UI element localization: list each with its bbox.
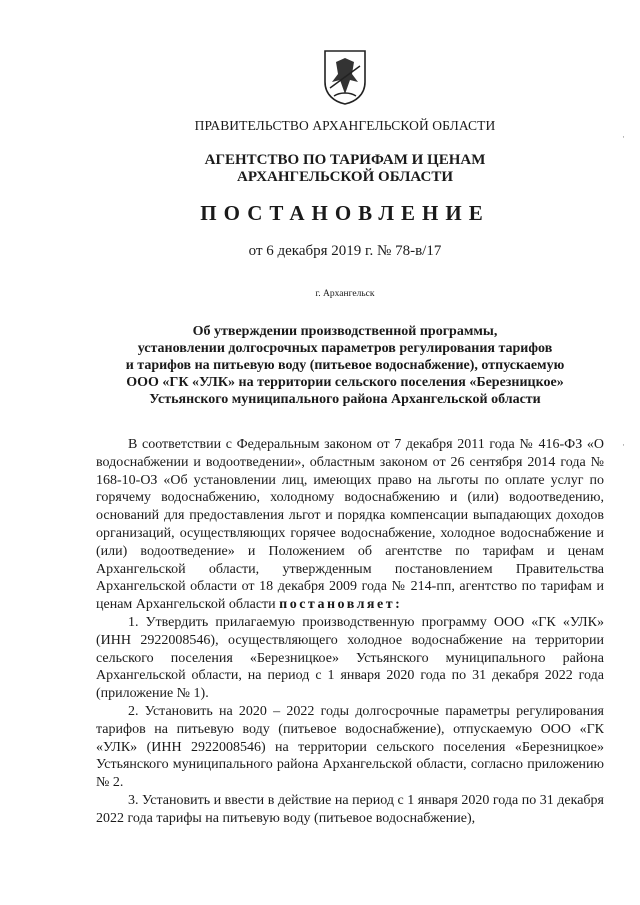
margin-mark: ·: [622, 132, 625, 142]
preamble-text: В соответствии с Федеральным законом от 7 декабря 2011 года № 416-ФЗ «О водоснабжении и водоотведении», областным законом от 26 сентября 2014 года № 168-10-ОЗ «Об установлении лиц, имеющих право на льготы по оплате услуг по горячему водоснабжению, холодному водоснабжению и (или) водоотведению, оснований для предоставления льгот и порядка компенсации выпадающих доходов организаций, осуществляющих горячее водоснабжение, холодное водоснабжение и (или) водоотведение» и Положением об агентстве по тарифам и ценам Архангельской области, утвержденным постановлением Правительства Архангельской области от 18 декабря 2009 года № 214-пп, агентство по тарифам и ценам Архангельской области: [96, 437, 604, 613]
item-2: 2. Установить на 2020 – 2022 годы долгосрочные параметры регулирования тарифов на питьевую воду (питьевое водоснабжение), отпускаемую ООО «ГК «УЛК» (ИНН 2922008546) на территории сельского поселения «Березницкое» Устьянского муниципального района Архангельской области, согласно приложению № 2.: [96, 703, 604, 791]
document-type: ПОСТАНОВЛЕНИЕ: [200, 201, 490, 225]
agency-name: [60, 152, 630, 186]
resolves-word: постановляет:: [279, 597, 403, 613]
date-number: от 6 декабря 2019 г. № 78-в/17: [248, 243, 442, 259]
subject-line: и тарифов на питьевую воду (питьевое водоснабжение), отпускаемую: [125, 358, 565, 373]
city: г. Архангельск: [315, 289, 375, 299]
agency-line-2: АРХАНГЕЛЬСКОЙ ОБЛАСТИ: [237, 169, 453, 185]
coat-of-arms-icon: [322, 48, 368, 106]
margin-mark: ·: [622, 440, 625, 450]
government-name: ПРАВИТЕЛЬСТВО АРХАНГЕЛЬСКОЙ ОБЛАСТИ: [194, 118, 496, 133]
subject-line: ООО «ГК «УЛК» на территории сельского поселения «Березницкое»: [126, 375, 564, 390]
item-1: 1. Утвердить прилагаемую производственную программу ООО «ГК «УЛК» (ИНН 2922008546), осуществляющего холодное водоснабжение на территории сельского поселения «Березницкое» Устьянского муниципального района Архангельской области, на период с 1 января 2020 года по 31 декабря 2022 года (приложение № 1).: [96, 614, 604, 702]
agency-line-1: АГЕНТСТВО ПО ТАРИФАМ И ЦЕНАМ: [204, 152, 486, 168]
item-3: 3. Установить и ввести в действие на период с 1 января 2020 года по 31 декабря 2022 года тарифы на питьевую воду (питьевое водоснабжение),: [96, 792, 604, 826]
subject-line: установлении долгосрочных параметров регулирования тарифов: [137, 341, 553, 356]
document-body: [96, 436, 604, 828]
subject-line: Устьянского муниципального района Архангельской области: [149, 392, 541, 407]
subject-line: Об утверждении производственной программы,: [192, 324, 498, 339]
document-subject: [60, 323, 630, 408]
preamble-paragraph: [96, 436, 604, 614]
